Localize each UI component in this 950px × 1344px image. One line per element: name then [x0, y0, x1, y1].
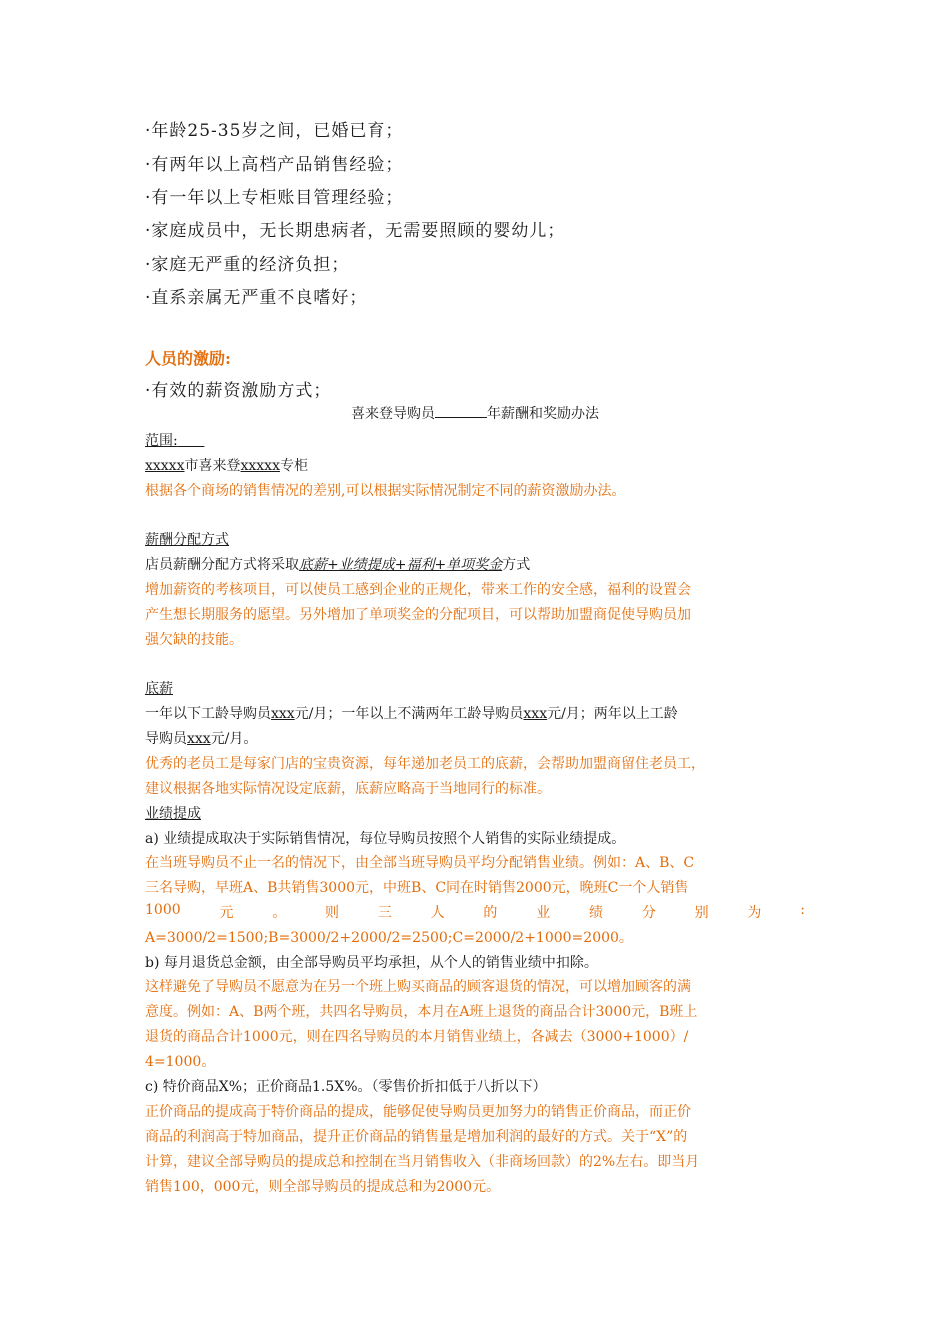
performance-note-a: 在当班导购员不止一名的情况下，由全部当班导购员平均分配销售业绩。例如：A、B、C	[145, 855, 695, 871]
scope-label: 范围:	[145, 433, 178, 449]
base-salary-note: 优秀的老员工是每家门店的宝贵资源，每年递加老员工的底薪，会帮助加盟商留住老员工，	[145, 756, 705, 772]
performance-note-b: 意度。例如：A、B两个班，共四名导购员，本月在A班上退货的商品合计3000元，B班上	[145, 1004, 698, 1020]
performance-note-b: 这样避免了导购员不愿意为在另一个班上购买商品的顾客退货的情况，可以增加顾客的满	[145, 979, 691, 995]
distribution-note: 强欠缺的技能。	[145, 632, 243, 648]
performance-note-a: 1000 元 。 则 三 人 的 业 绩 分 别 为 :	[145, 902, 805, 921]
requirement-item: ·家庭成员中，无长期患病者，无需要照顾的婴幼儿；	[145, 221, 566, 241]
requirement-item: ·有两年以上高档产品销售经验；	[145, 155, 404, 175]
performance-heading: 业绩提成	[145, 806, 201, 822]
requirement-item: ·直系亲属无严重不良嗜好；	[145, 288, 368, 308]
base-salary-text: 导购员xxx元/月。	[145, 731, 258, 747]
performance-item-a: a) 业绩提成取决于实际销售情况，每位导购员按照个人销售的实际业绩提成。	[145, 831, 626, 847]
title-blank	[435, 416, 487, 418]
distribution-heading: 薪酬分配方式	[145, 532, 229, 548]
scope-note: 根据各个商场的销售情况的差别,可以根据实际情况制定不同的薪资激励办法。	[145, 483, 626, 499]
performance-note-c: 销售100，000元，则全部导购员的提成总和为2000元。	[145, 1179, 501, 1195]
incentive-item: ·有效的薪资激励方式；	[145, 381, 332, 401]
requirement-item: ·有一年以上专柜账目管理经验；	[145, 188, 404, 208]
section-heading-incentive: 人员的激励:	[145, 349, 231, 368]
performance-item-c: c) 特价商品X%；正价商品1.5X%。（零售价折扣低于八折以下）	[145, 1079, 547, 1095]
performance-note-a: A=3000/2=1500;B=3000/2+2000/2=2500;C=2000/2+1000=2000。	[145, 930, 633, 946]
base-salary-note: 建议根据各地实际情况设定底薪，底薪应略高于当地同行的标准。	[145, 781, 551, 797]
performance-note-c: 正价商品的提成高于特价商品的提成，能够促使导购员更加努力的销售正价商品，而正价	[145, 1104, 691, 1120]
performance-note-c: 计算，建议全部导购员的提成总和控制在当月销售收入（非商场回款）的2%左右。即当月	[145, 1154, 700, 1170]
performance-note-b: 4=1000。	[145, 1054, 216, 1070]
performance-note-b: 退货的商品合计1000元，则在四名导购员的本月销售业绩上，各减去（3000+1000）/	[145, 1029, 689, 1045]
distribution-text: 店员薪酬分配方式将采取底薪+业绩提成+福利+单项奖金方式	[145, 557, 531, 573]
requirement-item: ·家庭无严重的经济负担；	[145, 255, 350, 275]
performance-note-c: 商品的利润高于特加商品，提升正价商品的销售量是增加利润的最好的方式。关于“X”的	[145, 1129, 688, 1145]
base-salary-heading: 底薪	[145, 681, 173, 697]
base-salary-text: 一年以下工龄导购员xxx元/月；一年以上不满两年工龄导购员xxx元/月；两年以上工龄	[145, 706, 678, 722]
requirement-item: ·年龄25-35岁之间，已婚已育；	[145, 121, 404, 141]
document-title: 喜来登导购员 年薪酬和奖励办法	[351, 406, 599, 422]
performance-item-b: b) 每月退货总金额，由全部导购员平均承担，从个人的销售业绩中扣除。	[145, 955, 598, 971]
scope-value: xxxxx市喜来登xxxxx专柜	[145, 458, 308, 474]
distribution-note: 产生想长期服务的愿望。另外增加了单项奖金的分配项目，可以帮助加盟商促使导购员加	[145, 607, 691, 623]
distribution-note: 增加薪资的考核项目，可以使员工感到企业的正规化，带来工作的安全感，福利的设置会	[145, 582, 691, 598]
performance-note-a: 三名导购，早班A、B共销售3000元，中班B、C同在时销售2000元，晚班C一个人销售	[145, 880, 689, 896]
